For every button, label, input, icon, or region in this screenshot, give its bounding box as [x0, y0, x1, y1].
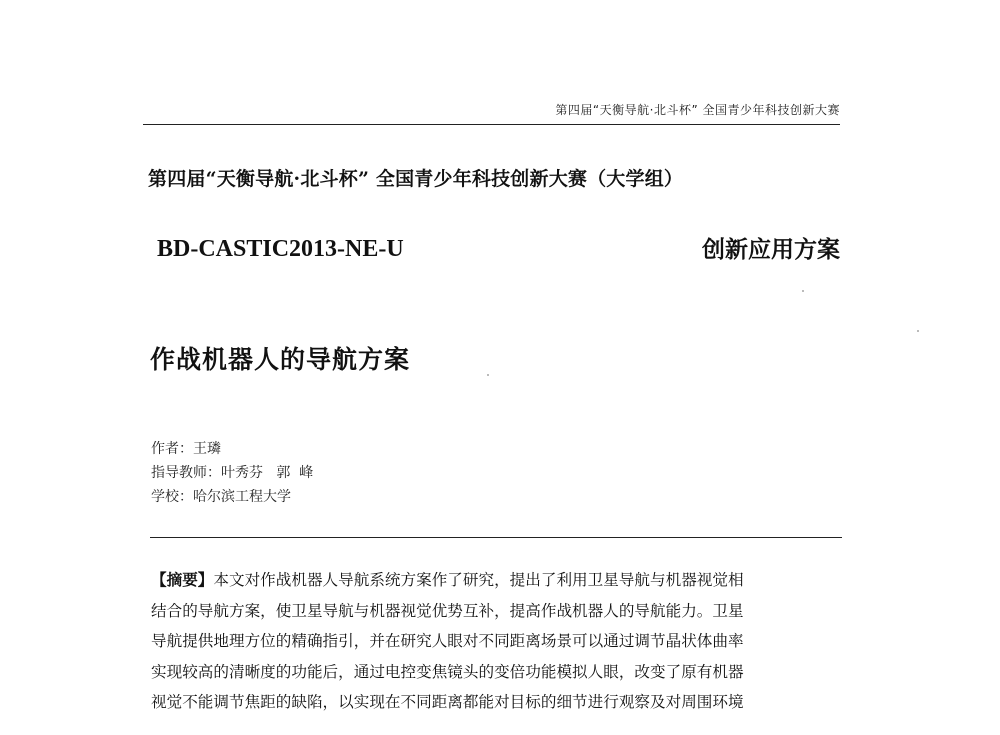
school-line: 学校：哈尔滨工程大学 — [151, 489, 291, 505]
advisors-line: 指导教师：叶秀芬 郭 峰 — [151, 465, 314, 481]
abstract-rule — [150, 537, 842, 538]
scan-speck — [802, 290, 804, 292]
paper-title: 作战机器人的导航方案 — [150, 345, 411, 374]
meta-block — [151, 437, 313, 509]
abstract-line: 视觉不能调节焦距的缺陷，以实现在不同距离都能对目标的细节进行观察及对周围环境 — [151, 693, 744, 711]
abstract-text: 本文对作战机器人导航系统方案作了研究，提出了利用卫星导航与机器视觉相 — [213, 571, 744, 589]
abstract — [151, 565, 851, 718]
scan-speck — [917, 330, 919, 332]
category-label: 创新应用方案 — [702, 237, 840, 263]
abstract-line: 结合的导航方案，使卫星导航与机器视觉优势互补，提高作战机器人的导航能力。卫星 — [151, 601, 744, 620]
abstract-label: 【摘要】 — [151, 571, 214, 589]
abstract-line — [151, 565, 851, 596]
running-header: 第四届“天衡导航·北斗杯” 全国青少年科技创新大赛 — [555, 103, 840, 117]
author-line: 作者：王璘 — [151, 441, 221, 457]
scan-speck — [487, 374, 489, 376]
competition-title: 第四届“天衡导航·北斗杯” 全国青少年科技创新大赛（大学组） — [148, 168, 684, 190]
header-rule — [143, 124, 840, 125]
abstract-line: 导航提供地理方位的精确指引，并在研究人眼对不同距离场景可以通过调节晶状体曲率 — [151, 632, 744, 650]
abstract-line: 实现较高的清晰度的功能后，通过电控变焦镜头的变倍功能模拟人眼，改变了原有机器 — [151, 662, 744, 681]
code-id: BD-CASTIC2013-NE-U — [157, 236, 404, 262]
